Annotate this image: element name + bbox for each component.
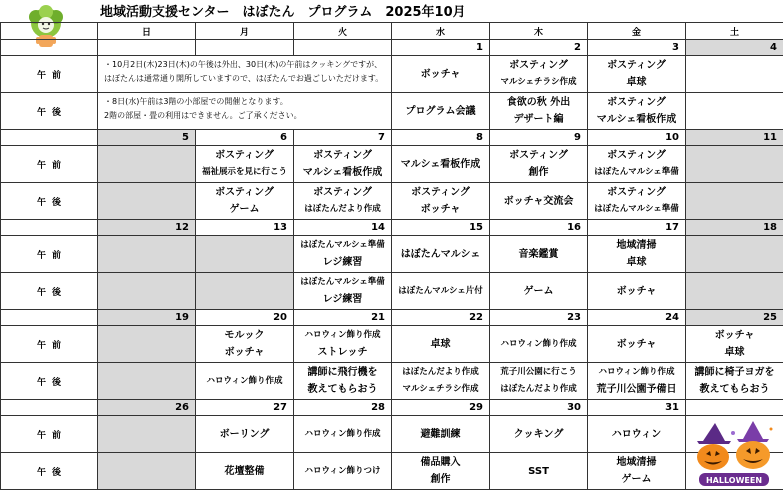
date-cell: 11 (686, 130, 783, 146)
activity-cell (588, 416, 686, 453)
activity-cell (98, 146, 196, 183)
activity-text: マルシェ看板作成 (400, 158, 481, 170)
activity-text: クッキング (513, 428, 564, 440)
activity-text: 教えてもらおう (307, 384, 378, 395)
pm-row (1, 363, 783, 400)
date-row (1, 40, 783, 56)
activity-cell (588, 236, 686, 273)
activity-text: ボッチャ (616, 285, 657, 297)
halloween-banner-text: HALLOWEEN (705, 476, 763, 485)
activity-text: ボスティング (411, 187, 470, 198)
date-cell: 28 (294, 400, 392, 416)
date-cell: 25 (686, 310, 783, 326)
activity-cell (588, 183, 686, 220)
activity-text: 音楽鑑賞 (518, 248, 559, 260)
am-row (1, 236, 783, 273)
am-label: 午前 (1, 236, 98, 273)
date-cell: 26 (98, 400, 196, 416)
note-line: はぼたんは通常通り開所していますので、はぼたんでお過ごしいただけます。 (104, 74, 384, 83)
activity-text: 卓球 (724, 347, 745, 358)
activity-cell (490, 363, 588, 400)
activity-text: ハロウィン飾り作成 (500, 338, 577, 349)
activity-text: はぼたんだより作成 (402, 367, 479, 377)
pm-label: 午後 (1, 183, 98, 220)
date-cell: 30 (490, 400, 588, 416)
activity-text: SST (528, 465, 549, 477)
activity-text: 創作 (528, 167, 549, 178)
activity-cell (686, 93, 783, 130)
activity-text: 花壇整備 (224, 465, 265, 477)
page-title: 地域活動支援センター はぼたん プログラム 2025年10月 (100, 5, 466, 20)
activity-text: 講師に椅子ヨガを (694, 367, 775, 378)
activity-cell (196, 326, 294, 363)
activity-text: 卓球 (430, 338, 451, 350)
activity-cell (196, 273, 294, 310)
am-row (1, 416, 783, 453)
weekday-header: 木 (490, 23, 588, 40)
date-row (1, 130, 783, 146)
activity-cell (98, 273, 196, 310)
am-row (1, 146, 783, 183)
date-cell: 19 (98, 310, 196, 326)
date-row-label (1, 310, 98, 326)
activity-cell (98, 416, 196, 453)
activity-text: 教えてもらおう (699, 384, 770, 395)
activity-text: 福祉展示を見に行こう (201, 167, 287, 177)
activity-cell (98, 326, 196, 363)
activity-text: ボッチャ (420, 204, 461, 215)
activity-cell (392, 273, 490, 310)
date-row-label (1, 400, 98, 416)
corner-cell (1, 23, 98, 40)
activity-cell (196, 146, 294, 183)
activity-cell (196, 416, 294, 453)
activity-cell (490, 453, 588, 490)
activity-text: 卓球 (626, 77, 647, 88)
date-row (1, 220, 783, 236)
am-label: 午前 (1, 326, 98, 363)
date-cell: 4 (686, 40, 783, 56)
activity-cell (392, 183, 490, 220)
activity-text: ボスティング (509, 150, 568, 161)
activity-cell (490, 416, 588, 453)
activity-cell (686, 236, 783, 273)
date-cell: 5 (98, 130, 196, 146)
activity-text: ボッチャ (616, 338, 657, 350)
activity-cell (588, 363, 686, 400)
activity-cell (686, 273, 783, 310)
am-label: 午前 (1, 56, 98, 93)
pm-label: 午後 (1, 453, 98, 490)
pm-row (1, 93, 783, 130)
date-cell: 23 (490, 310, 588, 326)
activity-text: ボスティング (215, 150, 274, 161)
activity-cell (98, 453, 196, 490)
activity-text: 創作 (430, 474, 451, 485)
note-line: ・10月2日(木)23日(木)の午後は外出、30日(木)の午前はクッキングですが、 (104, 60, 383, 69)
activity-text: ボスティング (509, 60, 568, 71)
activity-text: 地域清掃 (616, 240, 657, 251)
activity-text: はぼたんマルシェ準備 (594, 204, 679, 214)
activity-cell (392, 416, 490, 453)
am-row (1, 326, 783, 363)
activity-text: ゲーム (621, 474, 652, 485)
activity-cell (686, 183, 783, 220)
date-row-label (1, 220, 98, 236)
activity-text: ボスティング (607, 97, 666, 108)
activity-text: マルシェチラシ作成 (402, 384, 479, 394)
date-cell: 13 (196, 220, 294, 236)
activity-text: はぼたんマルシェ片付 (398, 285, 483, 296)
activity-text: ボスティング (607, 150, 666, 161)
activity-text: ボスティング (607, 60, 666, 71)
date-cell (686, 400, 783, 416)
activity-cell (490, 146, 588, 183)
activity-text: マルシェ看板作成 (302, 167, 383, 178)
pm-row (1, 273, 783, 310)
date-cell (196, 40, 294, 56)
am-row (1, 56, 783, 93)
date-cell: 8 (392, 130, 490, 146)
activity-cell (490, 236, 588, 273)
activity-text: ボッチャ交流会 (503, 195, 574, 207)
pm-label: 午後 (1, 363, 98, 400)
activity-text: はぼたんだより作成 (304, 204, 381, 214)
activity-cell (588, 93, 686, 130)
weekday-header: 日 (98, 23, 196, 40)
activity-text: 備品購入 (420, 457, 461, 468)
activity-cell (392, 363, 490, 400)
activity-text: デザート編 (513, 114, 564, 125)
activity-text: ハロウィン飾り作成 (598, 367, 675, 377)
activity-cell (294, 236, 392, 273)
date-cell: 24 (588, 310, 686, 326)
date-cell: 29 (392, 400, 490, 416)
activity-text: 卓球 (626, 257, 647, 268)
am-label: 午前 (1, 146, 98, 183)
date-cell: 31 (588, 400, 686, 416)
activity-cell (686, 146, 783, 183)
activity-text: ボスティング (215, 187, 274, 198)
date-cell: 10 (588, 130, 686, 146)
weekday-header: 水 (392, 23, 490, 40)
date-cell: 18 (686, 220, 783, 236)
activity-text: ゲーム (523, 285, 554, 297)
activity-text: ハロウィン飾り作成 (206, 375, 283, 386)
activity-text: 避難訓練 (420, 428, 461, 440)
activity-cell (294, 273, 392, 310)
date-cell: 15 (392, 220, 490, 236)
date-cell: 12 (98, 220, 196, 236)
activity-cell (392, 56, 490, 93)
activity-text: ストレッチ (317, 347, 368, 358)
activity-text: ボッチャ (714, 330, 755, 341)
pm-label: 午後 (1, 273, 98, 310)
date-row (1, 400, 783, 416)
activity-text: はぼたんマルシェ準備 (594, 167, 679, 177)
date-row-label (1, 130, 98, 146)
activity-text: 地域清掃 (616, 457, 657, 468)
activity-cell (392, 146, 490, 183)
activity-cell (294, 453, 392, 490)
notes-cell (98, 56, 392, 93)
activity-text: はぼたんマルシェ (400, 248, 481, 260)
notes-cell (98, 93, 392, 130)
activity-text: はぼたんマルシェ準備 (300, 240, 385, 250)
activity-cell (294, 146, 392, 183)
date-cell: 16 (490, 220, 588, 236)
activity-text: はぼたんマルシェ準備 (300, 277, 385, 287)
activity-cell (588, 56, 686, 93)
activity-text: マルシェチラシ作成 (500, 77, 577, 87)
date-cell: 1 (392, 40, 490, 56)
activity-text: ボスティング (313, 150, 372, 161)
activity-cell (294, 326, 392, 363)
date-cell: 22 (392, 310, 490, 326)
date-cell: 20 (196, 310, 294, 326)
activity-cell (588, 326, 686, 363)
note-line: ・8日(水)午前は3階の小部屋での開催となります。 (104, 97, 288, 106)
activity-text: レジ練習 (322, 257, 363, 268)
date-cell: 6 (196, 130, 294, 146)
date-cell (98, 40, 196, 56)
weekday-header: 月 (196, 23, 294, 40)
activity-text: ハロウィン飾りつけ (304, 465, 381, 476)
activity-text: 講師に飛行機を (307, 367, 378, 378)
weekday-header: 土 (686, 23, 783, 40)
activity-text: モルック (224, 330, 265, 341)
activity-text: ボスティング (607, 187, 666, 198)
activity-cell (98, 236, 196, 273)
activity-cell (196, 363, 294, 400)
activity-cell (392, 326, 490, 363)
activity-text: はぼたんだより作成 (500, 384, 577, 394)
activity-cell (392, 93, 490, 130)
activity-text: プログラム会議 (405, 105, 476, 117)
activity-cell (490, 56, 588, 93)
activity-cell (490, 326, 588, 363)
date-cell: 7 (294, 130, 392, 146)
date-cell: 2 (490, 40, 588, 56)
date-cell (294, 40, 392, 56)
activity-cell (686, 363, 783, 400)
activity-cell (392, 453, 490, 490)
note-line: 2階の部屋・畳の利用はできません。ご了承ください。 (104, 111, 302, 120)
date-cell: 21 (294, 310, 392, 326)
am-label: 午前 (1, 416, 98, 453)
date-cell: 3 (588, 40, 686, 56)
activity-text: 荒子川公園予備日 (596, 384, 677, 395)
activity-cell (294, 416, 392, 453)
activity-cell (98, 183, 196, 220)
activity-cell (98, 363, 196, 400)
activity-cell (196, 453, 294, 490)
activity-text: ゲーム (229, 204, 260, 215)
date-cell: 14 (294, 220, 392, 236)
schedule-grid (0, 22, 783, 490)
activity-text: 食欲の秋 外出 (506, 97, 571, 108)
pm-label: 午後 (1, 93, 98, 130)
activity-text: レジ練習 (322, 294, 363, 305)
date-cell: 27 (196, 400, 294, 416)
activity-text: ハロウィン (611, 428, 662, 440)
activity-text: ハロウィン飾り作成 (304, 428, 381, 439)
activity-cell (490, 273, 588, 310)
weekday-header: 火 (294, 23, 392, 40)
activity-cell (588, 146, 686, 183)
date-row (1, 310, 783, 326)
date-cell: 9 (490, 130, 588, 146)
activity-cell (588, 273, 686, 310)
pm-row (1, 453, 783, 490)
activity-text: ボスティング (313, 187, 372, 198)
weekday-header: 金 (588, 23, 686, 40)
activity-text: ボッチャ (224, 347, 265, 358)
activity-text: 荒子川公園に行こう (500, 367, 577, 377)
activity-cell (392, 236, 490, 273)
activity-cell (686, 56, 783, 93)
activity-cell (490, 183, 588, 220)
activity-text: ボッチャ (420, 68, 461, 80)
date-cell: 17 (588, 220, 686, 236)
activity-text: ハロウィン飾り作成 (304, 330, 381, 340)
date-row-label (1, 40, 98, 56)
activity-text: マルシェ看板作成 (596, 114, 677, 125)
activity-cell (588, 453, 686, 490)
activity-cell (294, 363, 392, 400)
activity-cell (294, 183, 392, 220)
pm-row (1, 183, 783, 220)
activity-cell (196, 236, 294, 273)
activity-text: ボーリング (219, 428, 270, 440)
activity-cell (196, 183, 294, 220)
activity-cell (686, 326, 783, 363)
activity-cell (490, 93, 588, 130)
weekday-header-row (1, 23, 783, 40)
